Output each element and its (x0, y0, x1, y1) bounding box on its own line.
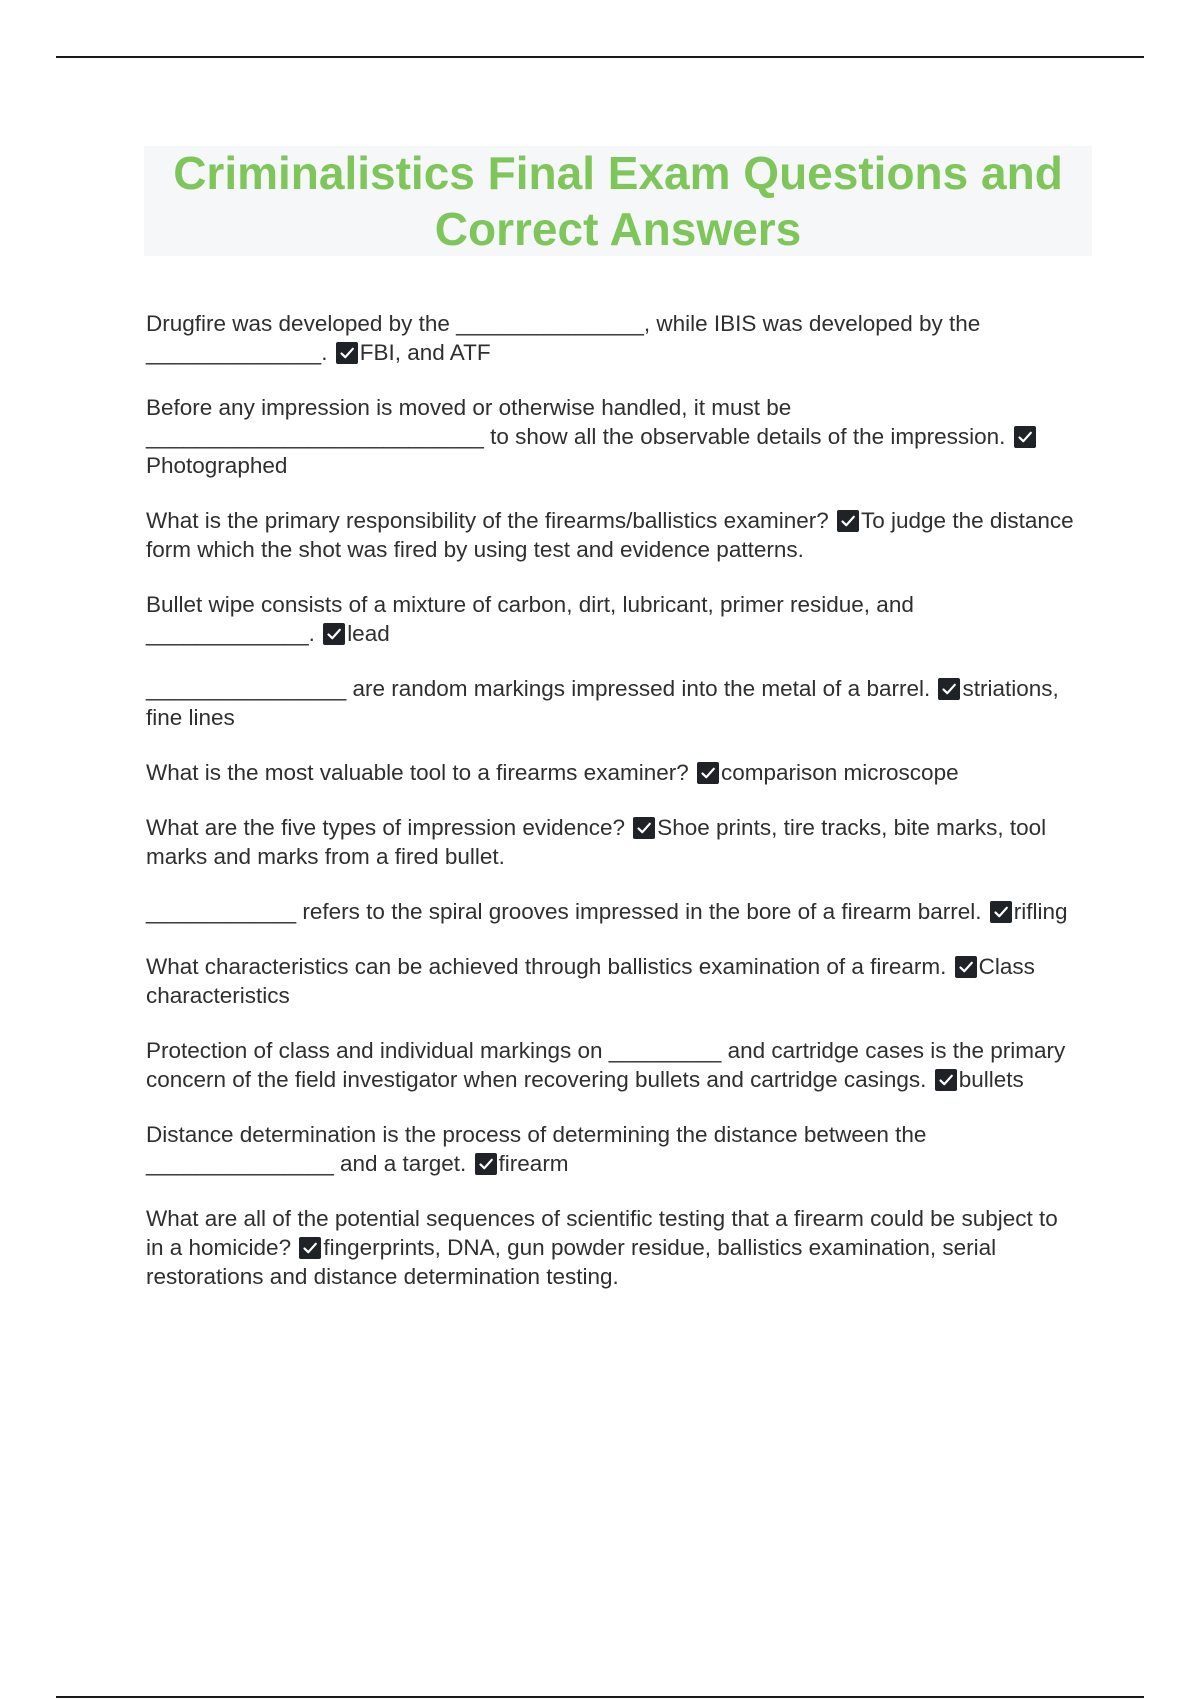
qa-item (146, 1036, 1076, 1094)
question-text: ________________ are random markings impressed into the metal of a barrel. (146, 676, 937, 701)
checkmark-box-icon (935, 1069, 957, 1091)
title-banner (144, 146, 1092, 256)
qa-item (146, 393, 1076, 480)
qa-item (146, 1204, 1076, 1291)
footer-rule (56, 1696, 1144, 1698)
checkmark-box-icon (697, 762, 719, 784)
answer-text: rifling (1013, 899, 1068, 924)
question-text: What are the five types of impression evidence? (146, 815, 632, 840)
answer-text: To judge the distance form which the shot was fired by using test and evidence patterns. (146, 508, 1074, 562)
question-text: Protection of class and individual markings on _________ and cartridge cases is the primary concern of the field investigator when recovering bullets and cartridge casings. (146, 1038, 1066, 1092)
checkmark-box-icon (336, 342, 358, 364)
qa-item (146, 674, 1076, 732)
question-list (146, 309, 1076, 1317)
question-text: What are all of the potential sequences of scientific testing that a firearm could be subject to in a homicide? (146, 1206, 1058, 1260)
answer-text: bullets (958, 1067, 1024, 1092)
question-text: ____________ refers to the spiral grooves impressed in the bore of a firearm barrel. (146, 899, 988, 924)
answer-text: Shoe prints, tire tracks, bite marks, tool marks and marks from a fired bullet. (146, 815, 1047, 869)
qa-item (146, 309, 1076, 367)
qa-item (146, 897, 1076, 926)
qa-item (146, 506, 1076, 564)
question-text: Bullet wipe consists of a mixture of carbon, dirt, lubricant, primer residue, and _____________. (146, 592, 914, 646)
checkmark-box-icon (837, 510, 859, 532)
question-text: What is the most valuable tool to a firearms examiner? (146, 760, 695, 785)
answer-text: Class characteristics (146, 954, 1035, 1008)
question-text: What characteristics can be achieved through ballistics examination of a firearm. (146, 954, 953, 979)
checkmark-box-icon (299, 1237, 321, 1259)
qa-item (146, 758, 1076, 787)
checkmark-box-icon (633, 817, 655, 839)
answer-text: Photographed (146, 453, 288, 478)
document-title: Criminalistics Final Exam Questions and Correct Answers (173, 147, 1063, 255)
question-text: What is the primary responsibility of the firearms/ballistics examiner? (146, 508, 835, 533)
header-rule (56, 56, 1144, 58)
question-text: Distance determination is the process of determining the distance between the _______________ and a target. (146, 1122, 927, 1176)
checkmark-box-icon (1014, 426, 1036, 448)
checkmark-box-icon (475, 1153, 497, 1175)
qa-item (146, 952, 1076, 1010)
answer-text: firearm (498, 1151, 569, 1176)
answer-text: comparison microscope (721, 760, 959, 785)
question-text: Before any impression is moved or otherwise handled, it must be ___________________________ to show all the observable details of the impression. (146, 395, 1012, 449)
qa-item (146, 1120, 1076, 1178)
answer-text: FBI, and ATF (359, 340, 491, 365)
question-text: Drugfire was developed by the _______________, while IBIS was developed by the ______________. (146, 311, 981, 365)
checkmark-box-icon (938, 678, 960, 700)
answer-text: lead (347, 621, 390, 646)
checkmark-box-icon (990, 901, 1012, 923)
answer-text: striations, fine lines (146, 676, 1059, 730)
checkmark-box-icon (323, 623, 345, 645)
answer-text: fingerprints, DNA, gun powder residue, ballistics examination, serial restorations and distance determination testing. (146, 1235, 997, 1289)
qa-item (146, 813, 1076, 871)
qa-item (146, 590, 1076, 648)
checkmark-box-icon (955, 956, 977, 978)
